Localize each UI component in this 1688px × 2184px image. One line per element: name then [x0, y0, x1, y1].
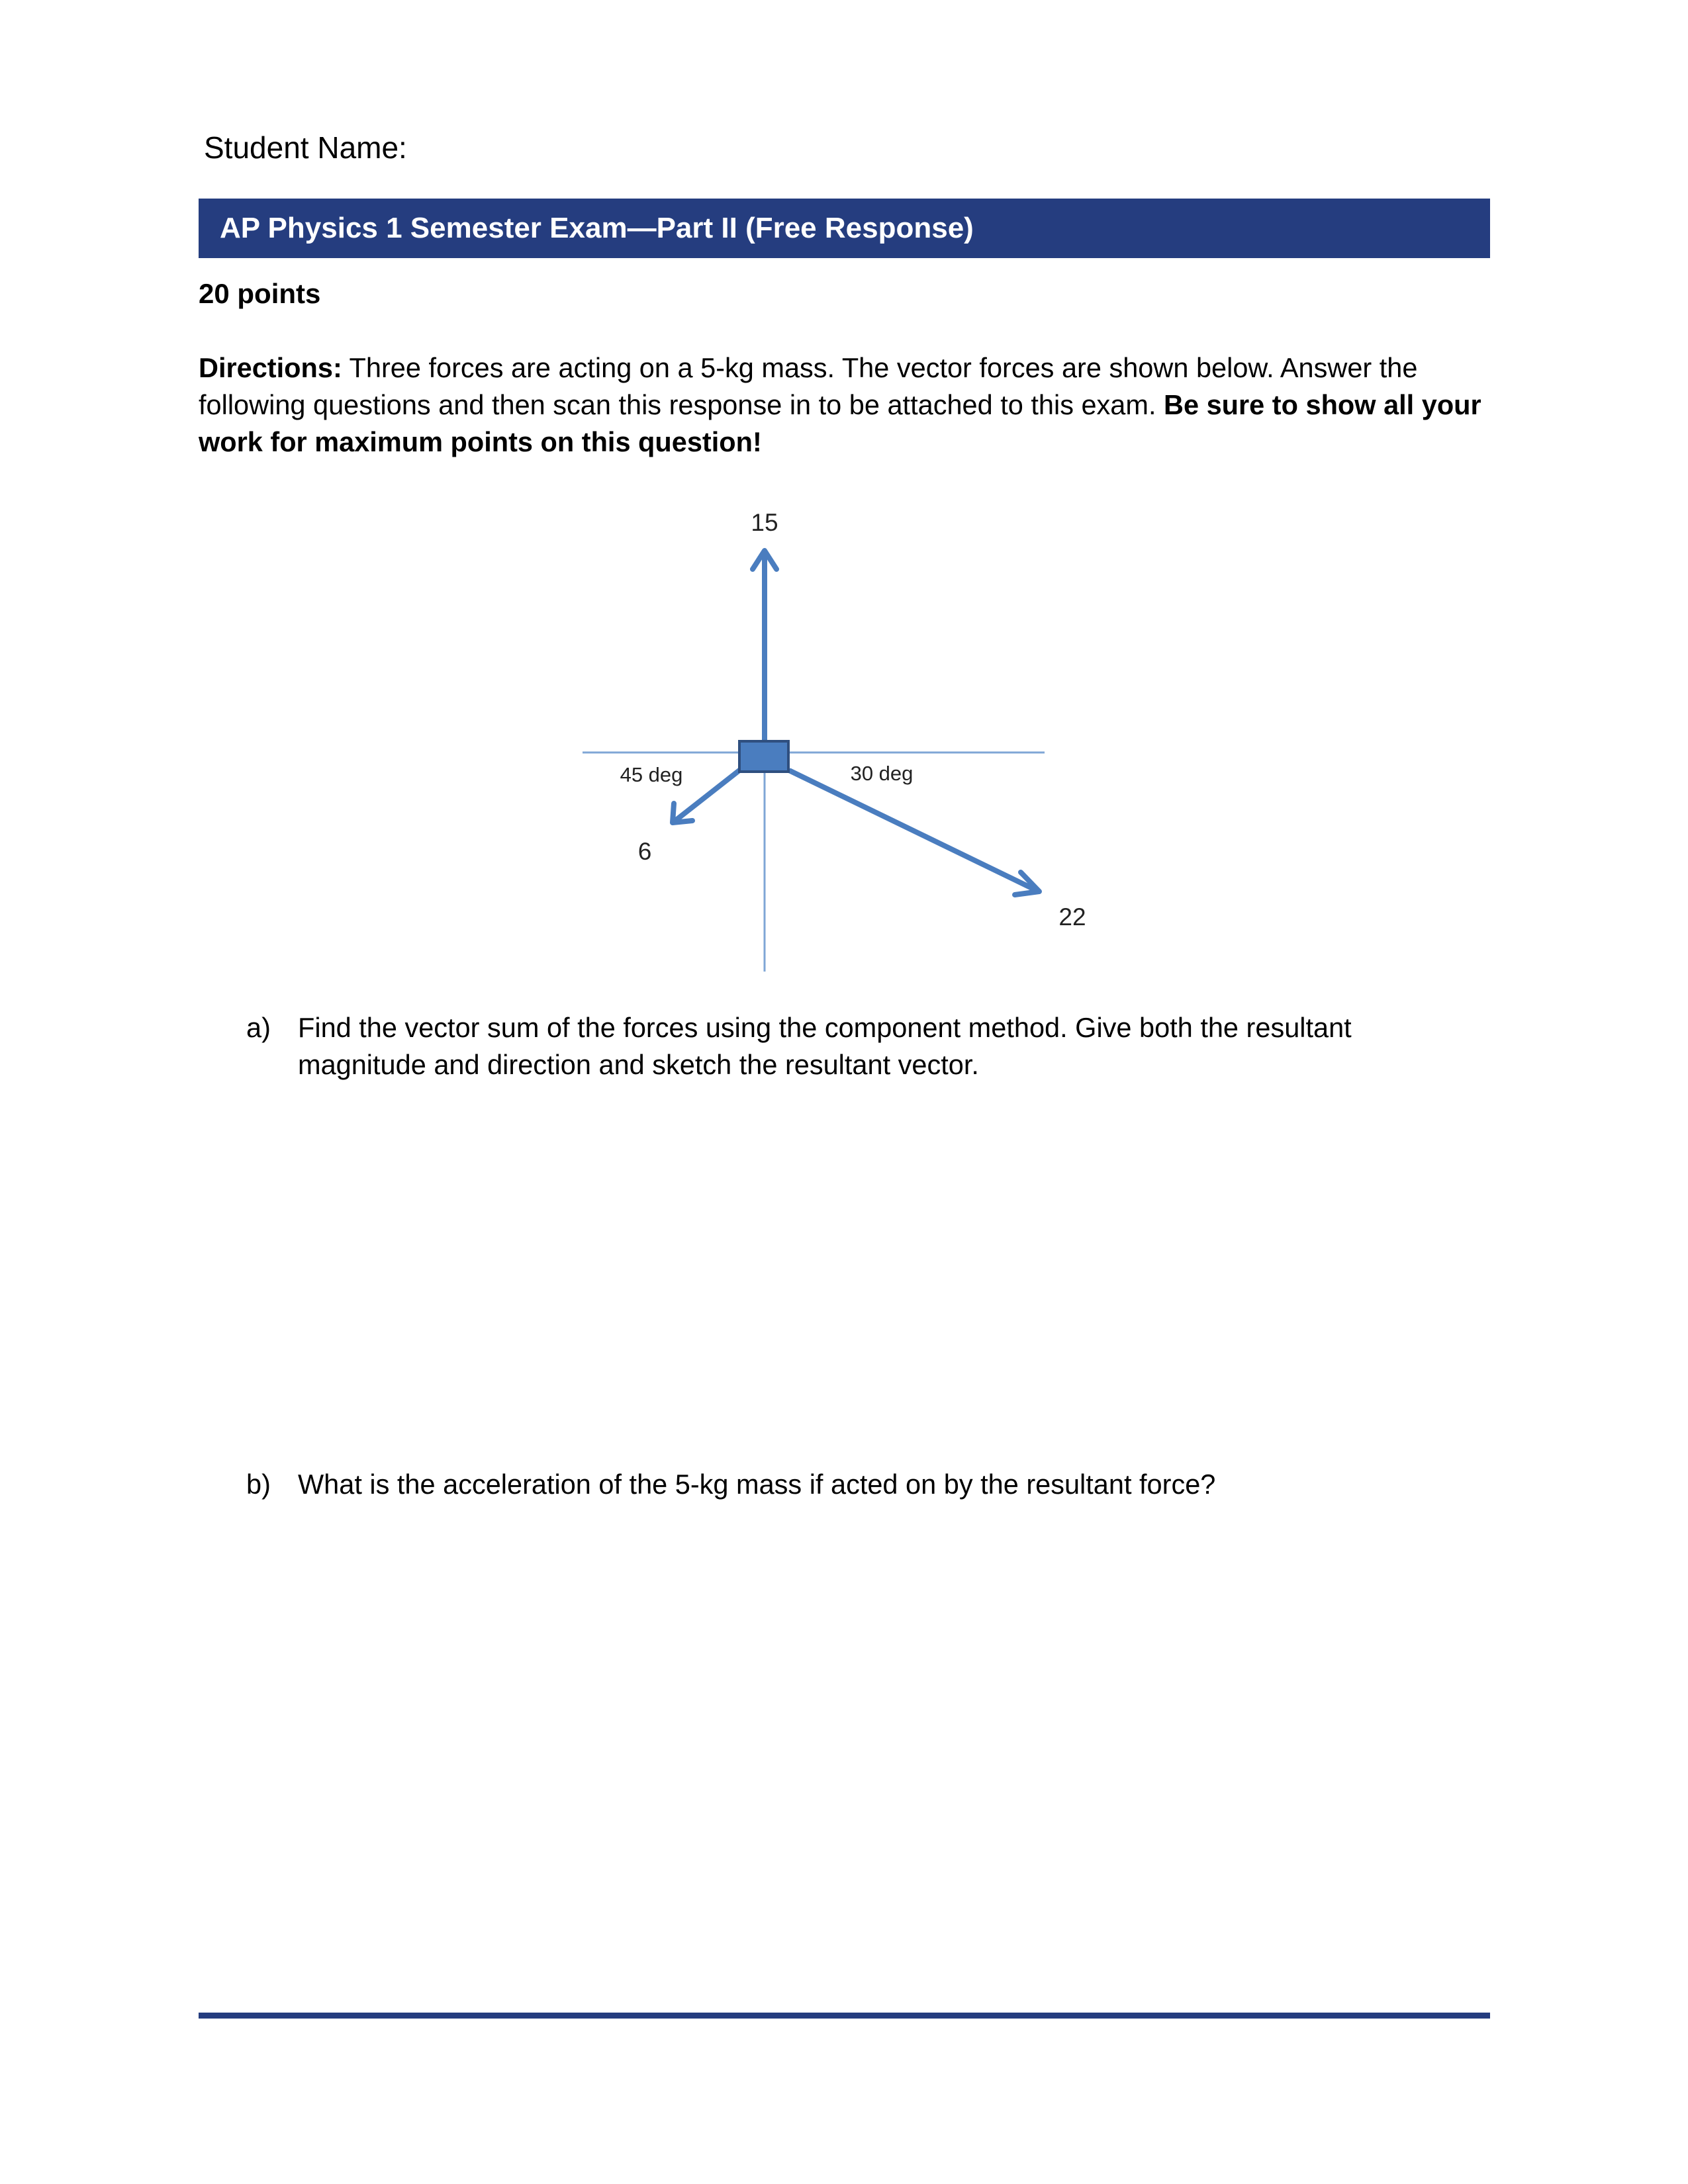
- exam-title: AP Physics 1 Semester Exam—Part II (Free Response): [220, 212, 974, 244]
- left-force-vector: [675, 768, 743, 821]
- directions-label: Directions:: [199, 352, 342, 383]
- question-b-text: What is the acceleration of the 5-kg mass if acted on by the resultant force?: [298, 1469, 1216, 1500]
- question-a-text: Find the vector sum of the forces using the component method. Give both the resultant magnitude and direction and sketch the resultant vector.: [298, 1012, 1352, 1080]
- question-a-letter: a): [246, 1012, 271, 1043]
- right-angle-label: 30 deg: [850, 762, 914, 785]
- mass-block: [739, 741, 788, 772]
- directions-text: Three forces are acting on a 5-kg mass. The vector forces are shown below. Answer the following questions and then scan this response in to be attached to this exam.: [199, 352, 1418, 420]
- up-force-label: 15: [751, 509, 778, 536]
- points-label: 20 points: [199, 278, 321, 309]
- left-angle-label: 45 deg: [620, 763, 683, 786]
- left-force-label: 6: [637, 838, 652, 865]
- bottom-divider: [199, 2013, 1490, 2019]
- question-b-letter: b): [246, 1469, 271, 1500]
- directions-emphasis: Be sure to show all your work for maximum points on this question!: [199, 389, 1481, 457]
- question-b: [246, 1466, 1423, 1503]
- student-name-label: Student Name:: [204, 130, 407, 165]
- question-a: [246, 1009, 1423, 1083]
- right-force-label: 22: [1058, 903, 1086, 931]
- right-force-vector: [789, 770, 1036, 890]
